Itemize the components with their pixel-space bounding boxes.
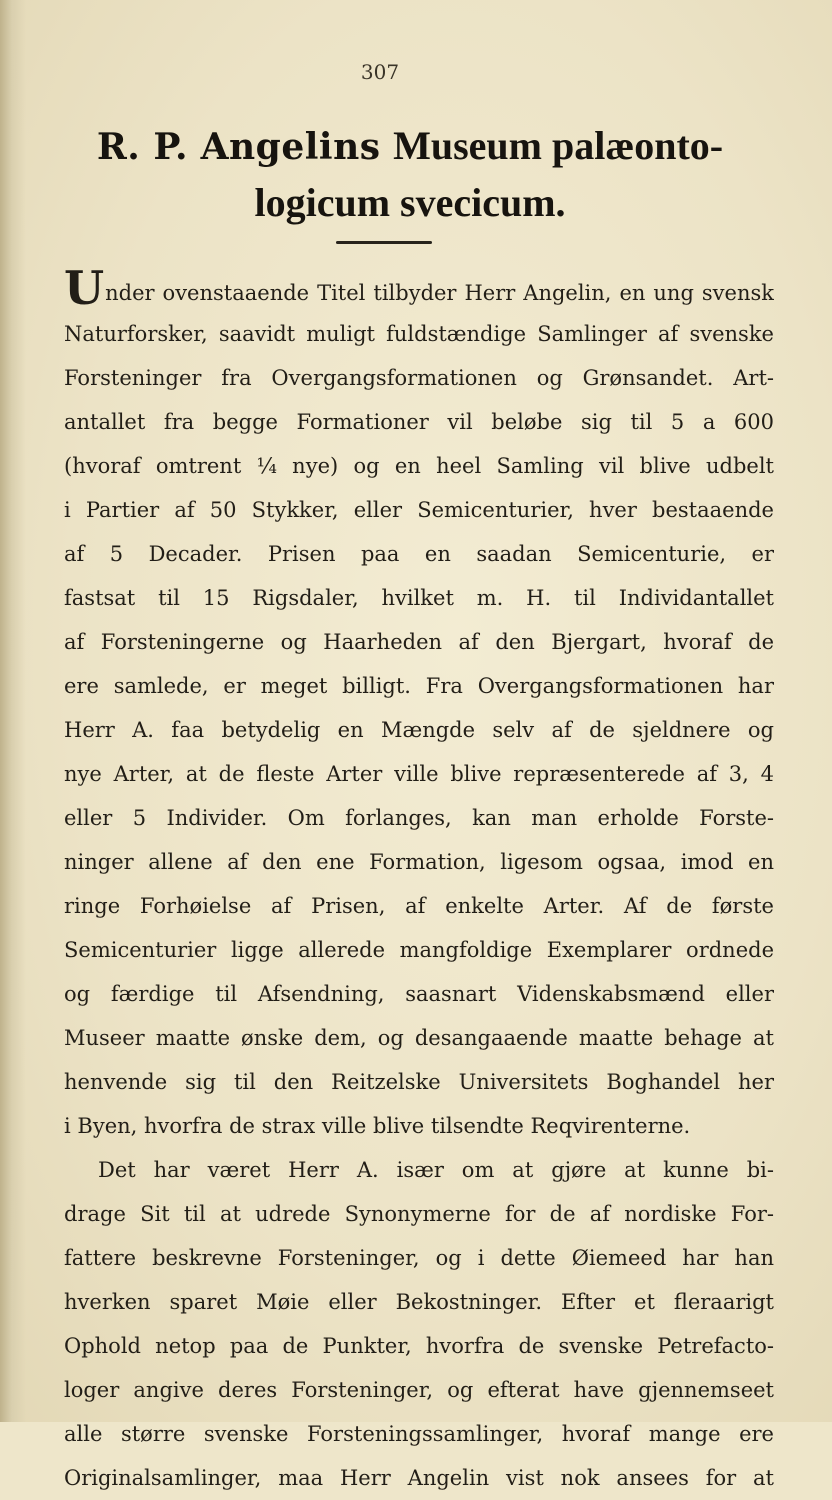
text-line-content: i Partier af 50 Stykker, eller Semicenturier, hver bestaaende	[64, 498, 774, 522]
text-line-content: Semicenturier ligge allerede mangfoldige Exemplarer ordnede	[64, 938, 774, 962]
text-line	[64, 928, 774, 972]
text-line	[64, 1324, 774, 1368]
text-line-content: Ophold netop paa de Punkter, hvorfra de svenske Petrefacto-	[64, 1334, 774, 1358]
text-line	[64, 620, 774, 664]
text-line-content: fastsat til 15 Rigsdaler, hvilket m. H. til Individantallet	[64, 586, 774, 610]
text-line-content: og færdige til Afsendning, saasnart Videnskabsmænd eller	[64, 982, 774, 1006]
text-line	[64, 664, 774, 708]
text-line-content: Museer maatte ønske dem, og desangaaende maatte behage at	[64, 1026, 774, 1050]
text-line-content: nye Arter, at de fleste Arter ville blive repræsenterede af 3, 4	[64, 762, 774, 786]
text-line	[64, 312, 774, 356]
text-line-content: af Forsteningerne og Haarheden af den Bjergart, hvoraf de	[64, 630, 774, 654]
text-line	[64, 972, 774, 1016]
title-author-name: Angelins	[200, 126, 381, 168]
text-line	[64, 1280, 774, 1324]
title-divider-rule	[336, 241, 432, 244]
title-line-1	[60, 118, 760, 175]
text-line	[64, 400, 774, 444]
text-line-content: Det har været Herr A. især om at gjøre at kunne bi-	[98, 1158, 774, 1182]
text-line	[64, 488, 774, 532]
text-line-content: fattere beskrevne Forsteninger, og i dette Øiemeed har han	[64, 1246, 774, 1270]
text-line	[64, 444, 774, 488]
text-line-content: henvende sig til den Reitzelske Universitets Boghandel her	[64, 1070, 774, 1094]
text-line	[64, 532, 774, 576]
text-line	[64, 1060, 774, 1104]
article-title	[60, 118, 760, 231]
text-line	[64, 356, 774, 400]
text-line	[64, 708, 774, 752]
text-line-content: antallet fra begge Formationer vil beløbe sig til 5 a 600	[64, 410, 774, 434]
text-line-content: Forsteninger fra Overgangsformationen og Grønsandet. Art-	[64, 366, 774, 390]
title-author-initials: R. P.	[96, 126, 189, 168]
text-line	[64, 1412, 774, 1456]
text-line-content: ere samlede, er meget billigt. Fra Overgangsformationen har	[64, 674, 774, 698]
text-line-content: (hvoraf omtrent ⅟₄ nye) og en heel Samling vil blive udbelt	[64, 454, 774, 478]
text-line	[64, 268, 774, 312]
text-line-content: alle større svenske Forsteningssamlinger, hvoraf mange ere	[64, 1422, 774, 1446]
text-line	[64, 1104, 774, 1148]
text-line	[64, 1236, 774, 1280]
text-line	[64, 1192, 774, 1236]
text-line	[64, 840, 774, 884]
text-line	[64, 576, 774, 620]
text-line-content: nder ovenstaaende Titel tilbyder Herr Angelin, en ung svensk	[105, 281, 774, 305]
text-line	[64, 884, 774, 928]
text-line-content: af 5 Decader. Prisen paa en saadan Semicenturie, er	[64, 542, 774, 566]
text-line	[64, 1016, 774, 1060]
text-line	[64, 752, 774, 796]
text-line-content: ninger allene af den ene Formation, ligesom ogsaa, imod en	[64, 850, 774, 874]
text-line-content: eller 5 Individer. Om forlanges, kan man erholde Forste-	[64, 806, 774, 830]
drop-cap: U	[64, 268, 105, 312]
text-line	[64, 1148, 774, 1192]
page-gutter-shadow	[0, 0, 26, 1422]
text-line-content: hverken sparet Møie eller Bekostninger. Efter et fleraarigt	[64, 1290, 774, 1314]
text-line-content: Naturforsker, saavidt muligt fuldstændige Samlinger af svenske	[64, 322, 774, 346]
title-line-2: logicum svecicum.	[254, 180, 566, 225]
text-line	[64, 796, 774, 840]
text-line	[64, 1456, 774, 1500]
text-line-content: loger angive deres Forsteninger, og efterat have gjennemseet	[64, 1378, 774, 1402]
text-line-content: Originalsamlinger, maa Herr Angelin vist nok ansees for at	[64, 1466, 774, 1490]
text-line-content: drage Sit til at udrede Synonymerne for de af nordiske For-	[64, 1202, 774, 1226]
text-line	[64, 1368, 774, 1412]
text-line-content: ringe Forhøielse af Prisen, af enkelte Arter. Af de første	[64, 894, 774, 918]
article-body	[64, 268, 774, 1500]
text-line-content: Herr A. faa betydelig en Mængde selv af de sjeldnere og	[64, 718, 774, 742]
title-latin-part-1: Museum palæonto-	[393, 123, 724, 168]
text-line-content: i Byen, hvorfra de strax ville blive tilsendte Reqvirenterne.	[64, 1114, 691, 1138]
page-number: 307	[360, 60, 400, 84]
